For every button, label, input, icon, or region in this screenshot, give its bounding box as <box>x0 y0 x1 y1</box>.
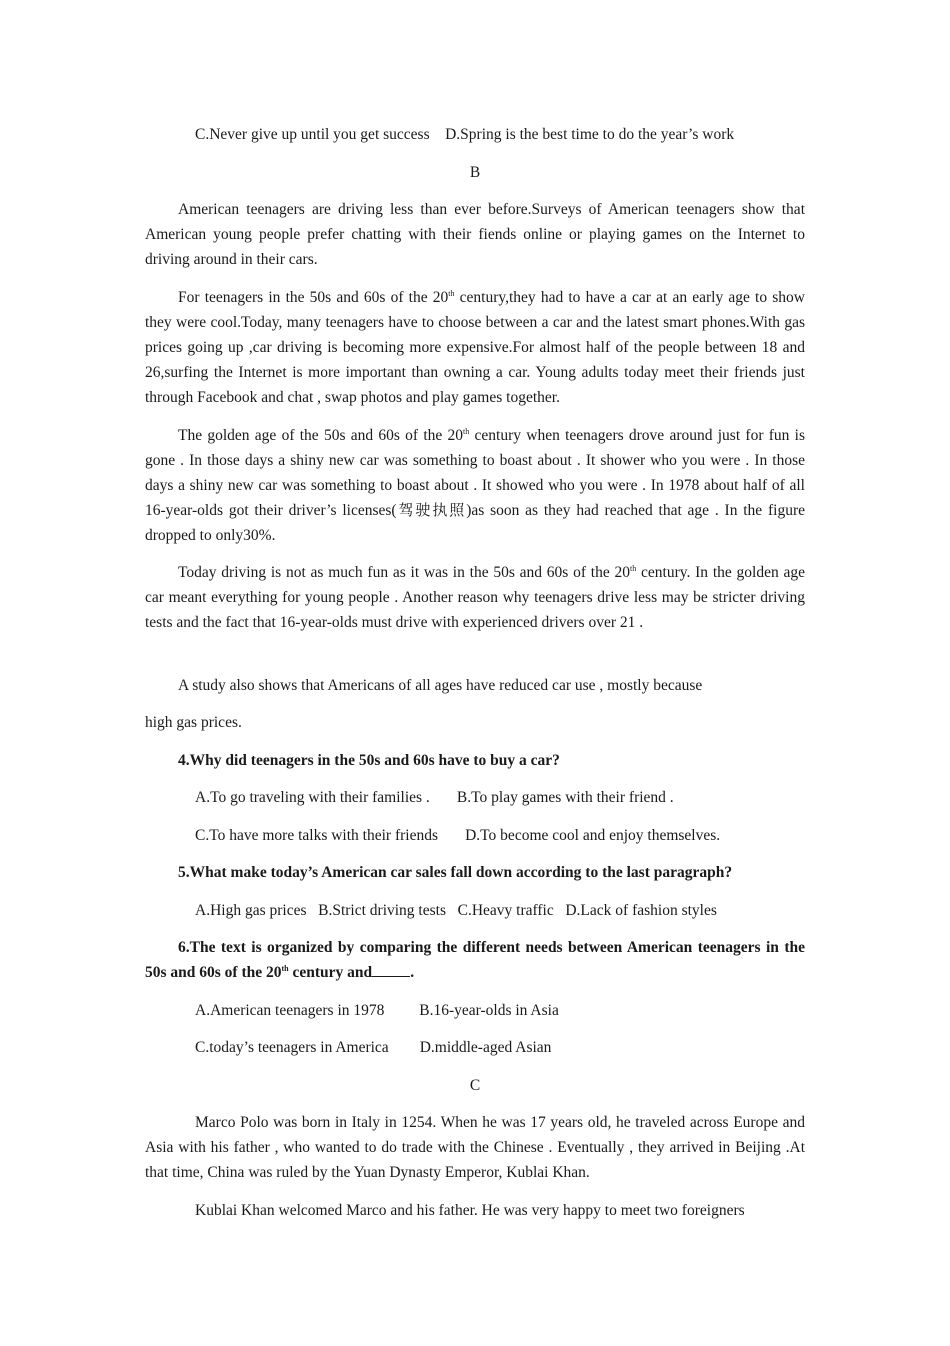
chinese-gloss: 驾驶执照 <box>396 501 467 519</box>
question-5-options-row-1: A.High gas prices B.Strict driving tests C.Heavy traffic D.Lack of fashion styles <box>195 902 717 919</box>
answer-blank <box>372 962 410 977</box>
section-c-paragraph-1: Marco Polo was born in Italy in 1254. When he was 17 years old, he traveled across Europe and Asia with his father , who wanted to do trade with the Chinese . Eventually , they arrived in Beijing .At that time, China was ruled by the Yuan Dynasty Emperor, Kublai Khan. <box>145 1114 805 1181</box>
question-6-options-row-2: C.today’s teenagers in America D.middle-aged Asian <box>195 1039 552 1056</box>
section-b-paragraph-1: American teenagers are driving less than ever before.Surveys of American teenagers show that American young people prefer chatting with their fiends online or playing games on the Internet to driving around in their cars. <box>145 201 805 268</box>
section-b-paragraph-4: Today driving is not as much fun as it was in the 50s and 60s of the 20th century. In the golden age car meant everything for young people . Another reason why teenagers drive less may be stricter driving tests and the fact that 16-year-olds must drive with experienced drivers over 21 . <box>145 563 806 631</box>
superscript-th: th <box>463 426 470 436</box>
section-c-paragraph-2: Kublai Khan welcomed Marco and his father. He was very happy to meet two foreigners <box>195 1202 745 1219</box>
section-b-paragraph-5-line-1: A study also shows that Americans of all ages have reduced car use , mostly because <box>178 677 703 694</box>
question-6: 6.The text is organized by comparing the different needs between American teenagers in the 50s and 60s of the 20th century and . <box>145 939 805 981</box>
section-c-heading: C <box>469 1077 481 1094</box>
question-4-options-row-2: C.To have more talks with their friends D.To become cool and enjoy themselves. <box>195 827 721 844</box>
section-b-paragraph-3: The golden age of the 50s and 60s of the 20th century when teenagers drove around just for fun is gone . In those days a shiny new car was something to boast about . It shower who you were . In those days a shiny new car was something to boast about . It showed who you were . In 1978 about half of all 16-year-olds got their driver’s licenses(驾驶执照)as soon as they had reached that age . In the figure dropped to only30%. <box>145 426 805 544</box>
question-4-options-row-1: A.To go traveling with their families . B.To play games with their friend . <box>195 789 674 806</box>
section-b-paragraph-5-line-2: high gas prices. <box>145 714 242 731</box>
superscript-th: th <box>281 963 289 973</box>
section-b-paragraph-2: For teenagers in the 50s and 60s of the 20th century,they had to have a car at an early age to show they were cool.Today, many teenagers have to choose between a car and the latest smart phones.With gas prices going up ,car driving is becoming more expensive.For almost half of the people between 18 and 26,surfing the Internet is more important than owning a car. Young adults today meet their friends just through Facebook and chat , swap photos and play games together. <box>145 288 805 406</box>
section-b-heading: B <box>469 164 481 181</box>
question-4: 4.Why did teenagers in the 50s and 60s have to buy a car? <box>178 752 560 769</box>
question-6-options-row-1: A.American teenagers in 1978 B.16-year-olds in Asia <box>195 1002 559 1019</box>
superscript-th: th <box>630 563 637 573</box>
question-5: 5.What make today’s American car sales fall down according to the last paragraph? <box>178 864 733 881</box>
superscript-th: th <box>448 288 455 298</box>
previous-question-options: C.Never give up until you get success D.Spring is the best time to do the year’s work <box>195 126 735 143</box>
